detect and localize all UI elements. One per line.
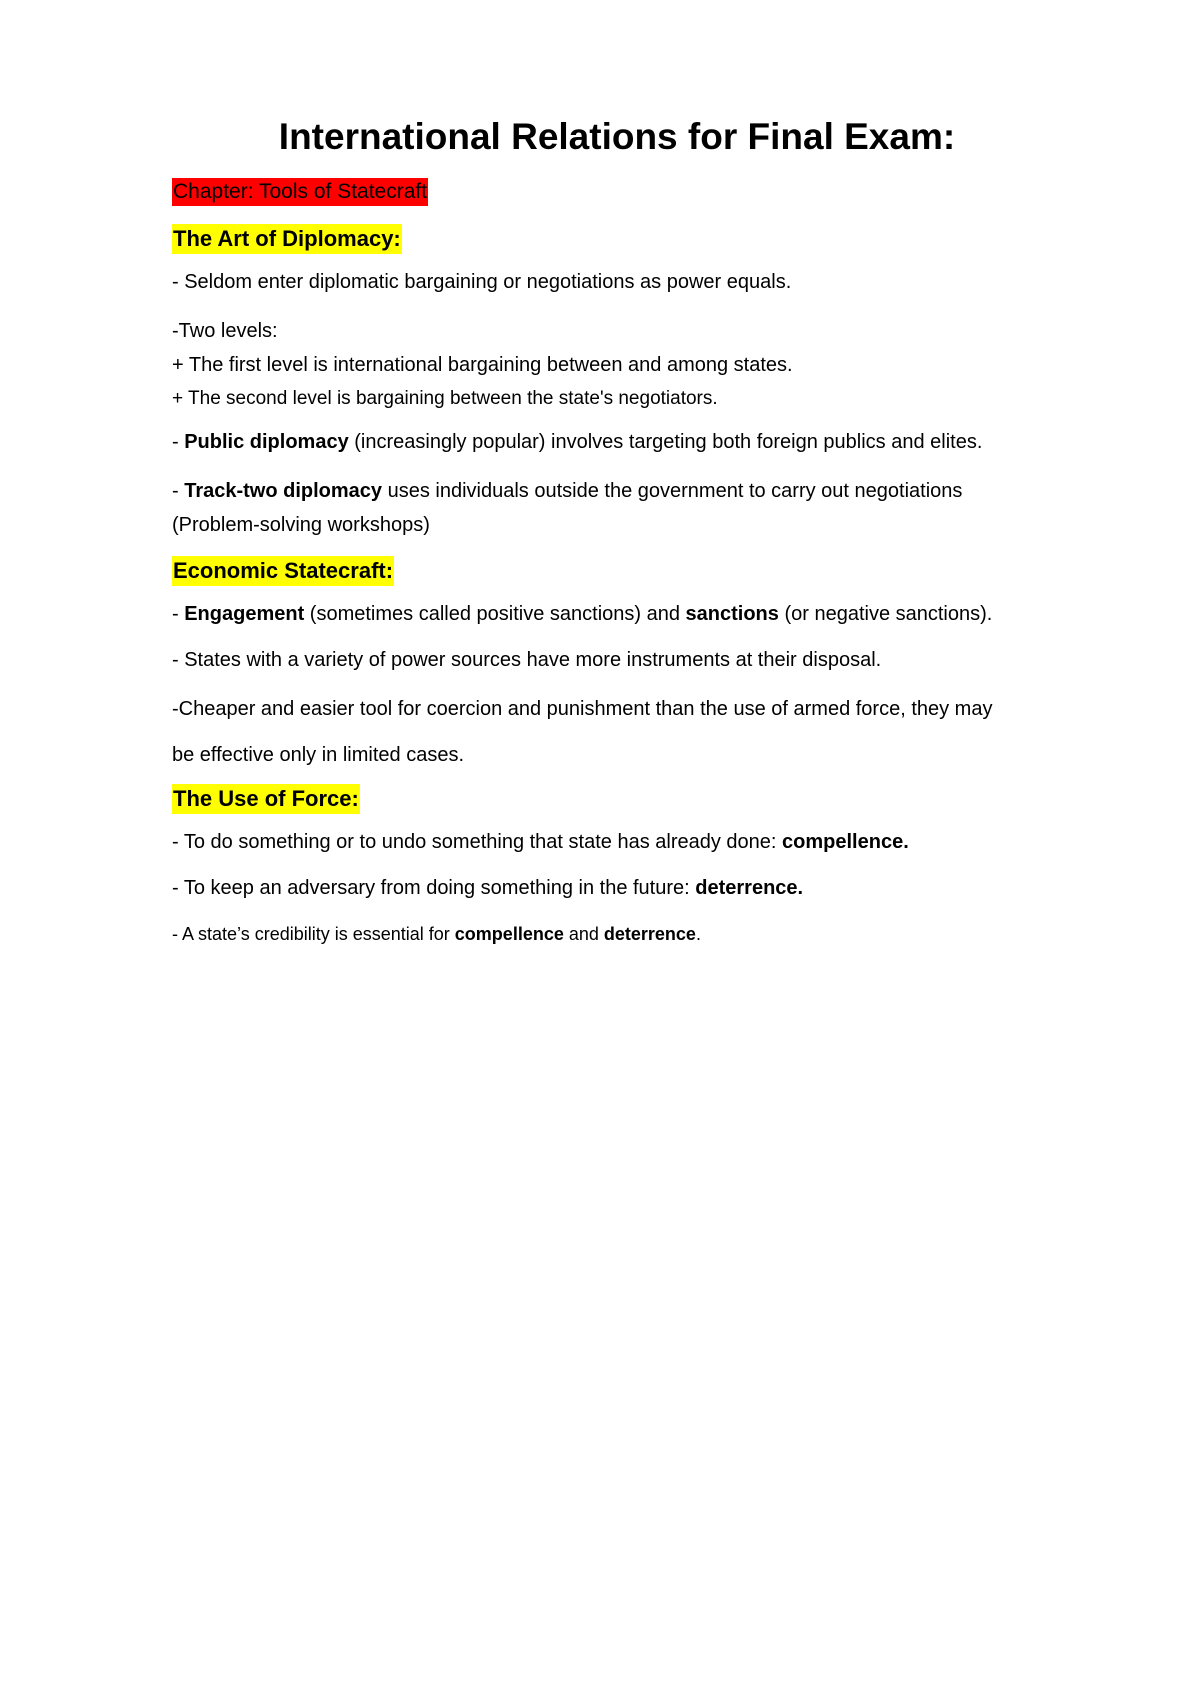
level-2-item: + The second level is bargaining between the state's negotiators. xyxy=(172,388,718,409)
economic-paragraph-3 xyxy=(172,686,1102,778)
track-two-term: Track-two diplomacy xyxy=(184,480,383,502)
diplomacy-paragraph-1: - Seldom enter diplomatic bargaining or negotiations as power equals. xyxy=(172,271,792,293)
public-diplomacy-prefix: - xyxy=(172,431,185,453)
section-diplomacy-heading-line xyxy=(172,224,1102,254)
track-two-paragraph xyxy=(172,474,1102,542)
credibility-paragraph xyxy=(172,920,1102,948)
engagement-mid-text: (sometimes called positive sanctions) and xyxy=(304,603,686,625)
deterrence-paragraph xyxy=(172,874,1102,902)
credibility-end-text: . xyxy=(695,924,701,944)
section-diplomacy-heading: The Art of Diplomacy: xyxy=(172,224,402,254)
diplomacy-levels-block xyxy=(172,314,1102,416)
credibility-text: - A state’s credibility is essential for xyxy=(172,924,455,944)
economic-paragraph-3-line-1: -Cheaper and easier tool for coercion and punishment than the use of armed force, they may xyxy=(172,698,993,720)
deterrence-term: deterrence. xyxy=(695,877,804,899)
economic-paragraph-3-line-2: be effective only in limited cases. xyxy=(172,744,465,766)
section-economic-heading-line xyxy=(172,556,1102,586)
engagement-paragraph xyxy=(172,600,1102,628)
credibility-compellence-term: compellence xyxy=(454,924,564,944)
engagement-prefix: - xyxy=(172,603,185,625)
engagement-end-text: (or negative sanctions). xyxy=(778,603,993,625)
credibility-and-text: and xyxy=(563,924,604,944)
document-content xyxy=(172,112,1102,966)
track-two-line-1 xyxy=(172,474,1102,508)
economic-paragraph-2: - States with a variety of power sources have more instruments at their disposal. xyxy=(172,649,882,671)
compellence-text: - To do something or to undo something that state has already done: xyxy=(172,831,783,853)
level-1-item: + The first level is international bargaining between and among states. xyxy=(172,354,793,376)
deterrence-text: - To keep an adversary from doing something in the future: xyxy=(172,877,696,899)
track-two-prefix: - xyxy=(172,480,185,502)
chapter-heading: Chapter: Tools of Statecraft xyxy=(172,178,428,206)
section-force-heading: The Use of Force: xyxy=(172,784,360,814)
document-title: International Relations for Final Exam: xyxy=(278,116,956,157)
chapter-line xyxy=(172,178,1102,206)
public-diplomacy-term: Public diplomacy xyxy=(184,431,349,453)
public-diplomacy-paragraph xyxy=(172,428,1102,456)
track-two-text: uses individuals outside the government to carry out negotiations xyxy=(382,480,963,502)
sanctions-term: sanctions xyxy=(685,603,779,625)
compellence-paragraph xyxy=(172,828,1102,856)
compellence-term: compellence. xyxy=(782,831,909,853)
credibility-deterrence-term: deterrence xyxy=(603,924,696,944)
levels-intro: -Two levels: xyxy=(172,320,278,342)
section-force-heading-line xyxy=(172,784,1102,814)
section-economic-heading: Economic Statecraft: xyxy=(172,556,394,586)
track-two-line-2: (Problem-solving workshops) xyxy=(172,514,430,536)
engagement-term: Engagement xyxy=(184,603,305,625)
public-diplomacy-text: (increasingly popular) involves targeting both foreign publics and elites. xyxy=(348,431,983,453)
